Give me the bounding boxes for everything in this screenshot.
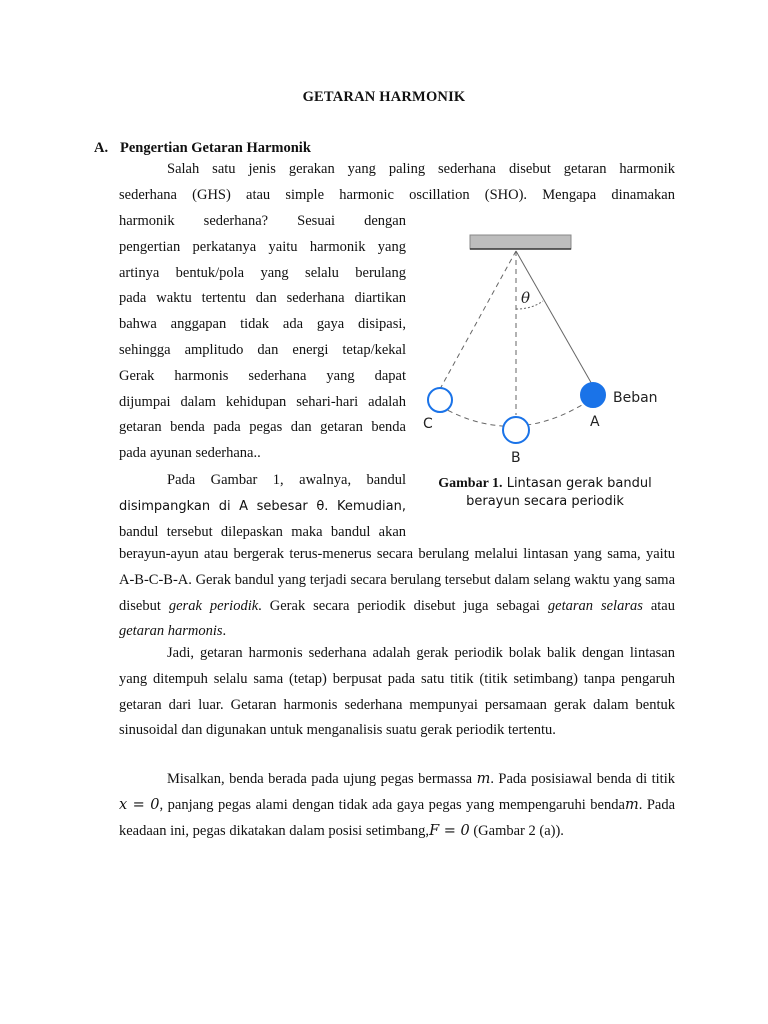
p2-line-1: Pada Gambar 1, awalnya, bandul [167,472,406,488]
math-m: m [476,771,491,787]
p1-narrow-line: dijumpai dalam kehidupan sehari-hari adalah [119,393,406,410]
p1-narrow-line: getaran benda pada pegas dan getaran benda [119,419,406,436]
string-to-c [440,251,516,389]
p1-narrow-line: Gerak harmonis sederhana yang dapat [119,367,406,384]
p4-text-b: . Pada posisiawal benda di titik [490,771,675,787]
caption-label: Gambar 1. [438,476,503,491]
p2-line-3: bandul tersebut dilepaskan maka bandul akan [119,523,406,540]
label-beban: Beban [613,390,658,406]
p3-text: Jadi, getaran harmonis sederhana adalah gerak periodik bolak balik dengan lintasan yang ditempuh selalu sama (tetap) berpusat pada satu titik (titik setimbang) tanpa pengaruh getaran dari luar. Getaran harmonis sederhana mempunyai persamaan gerak dalam bentuk sinusoidal dan digunakan untuk menganalisis suatu gerak periodik tertentu. [119,645,675,739]
p1-narrow-line: artinya bentuk/pola yang selalu berulang [119,264,406,281]
p1-last-line: pada ayunan sederhana.. [119,445,261,462]
math-x-zero: x = 0 [119,796,160,813]
term-getaran-harmonis: getaran harmonis [119,623,223,640]
caption-text: Lintasan gerak bandul berayun secara periodik [466,476,652,509]
p2-text-c: atau [642,597,675,614]
figure-caption [430,475,660,511]
ceiling-support [470,235,571,249]
p1-narrow-line: pengertian perkatanya yaitu harmonik yang [119,238,406,255]
p4-text-d: . Pada keadaan ini, pegas dikatakan dalam posisi setimbang, [119,796,675,839]
theta-label: θ [521,289,531,307]
label-a: A [590,414,600,430]
paragraph-1-intro [119,157,675,209]
bob-a-beban [581,383,605,407]
label-b: B [511,450,521,466]
label-c: C [423,416,433,432]
pendulum-figure [410,225,680,475]
bob-b [503,417,529,443]
p1-line-1: Salah satu jenis gerakan yang paling sederhana disebut getaran harmonik [167,161,675,177]
bob-c [428,388,452,412]
math-m: m [624,796,639,813]
term-gerak-periodik: gerak periodik [168,597,259,614]
paragraph-4 [119,767,675,844]
p1-narrow-line: harmonik sederhana? Sesuai dengan [119,213,406,229]
pendulum-diagram [410,225,680,475]
p4-text-e: (Gambar 2 (a)). [469,822,564,839]
p4-text-a: Misalkan, benda berada pada ujung pegas bermassa [167,771,477,787]
paragraph-2-narrow [119,468,406,545]
p1-narrow-line: pada waktu tertentu dan sederhana diartikan [119,290,406,307]
term-getaran-selaras: getaran selaras [547,597,643,614]
p1-narrow-line: bahwa anggapan tidak ada gaya disipasi, [119,316,406,333]
page-title: GETARAN HARMONIK [302,89,466,105]
paragraph-3 [119,641,675,744]
p1-narrow-line: sehingga amplitudo dan energi tetap/kekal [119,341,406,358]
p2-text-d: . [222,623,227,640]
p2-line-2: disimpangkan di A sebesar θ. Kemudian, [119,498,406,514]
section-heading [94,140,311,157]
section-number: A. [94,140,109,156]
p4-text-c: , panjang pegas alami dengan tidak ada gaya pegas yang mempengaruhi benda [159,796,625,813]
paragraph-1-narrow [119,209,406,467]
math-f-zero: F = 0 [429,822,470,839]
paragraph-2-rest [119,542,675,645]
section-title: Pengertian Getaran Harmonik [120,140,311,156]
p1-line-2: sederhana (GHS) atau simple harmonic oscillation (SHO). Mengapa dinamakan [119,186,675,203]
p2-text-a: berayun-ayun atau bergerak terus-menerus secara berulang melalui lintasan yang sama, yaitu A-B-C-B-A. Gerak bandul yang terjadi secara berulang tersebut dalam selang waktu yang sama disebut [119,546,675,614]
p2-text-b: . Gerak secara periodik disebut juga sebagai [258,597,548,614]
string-to-a [516,251,593,386]
